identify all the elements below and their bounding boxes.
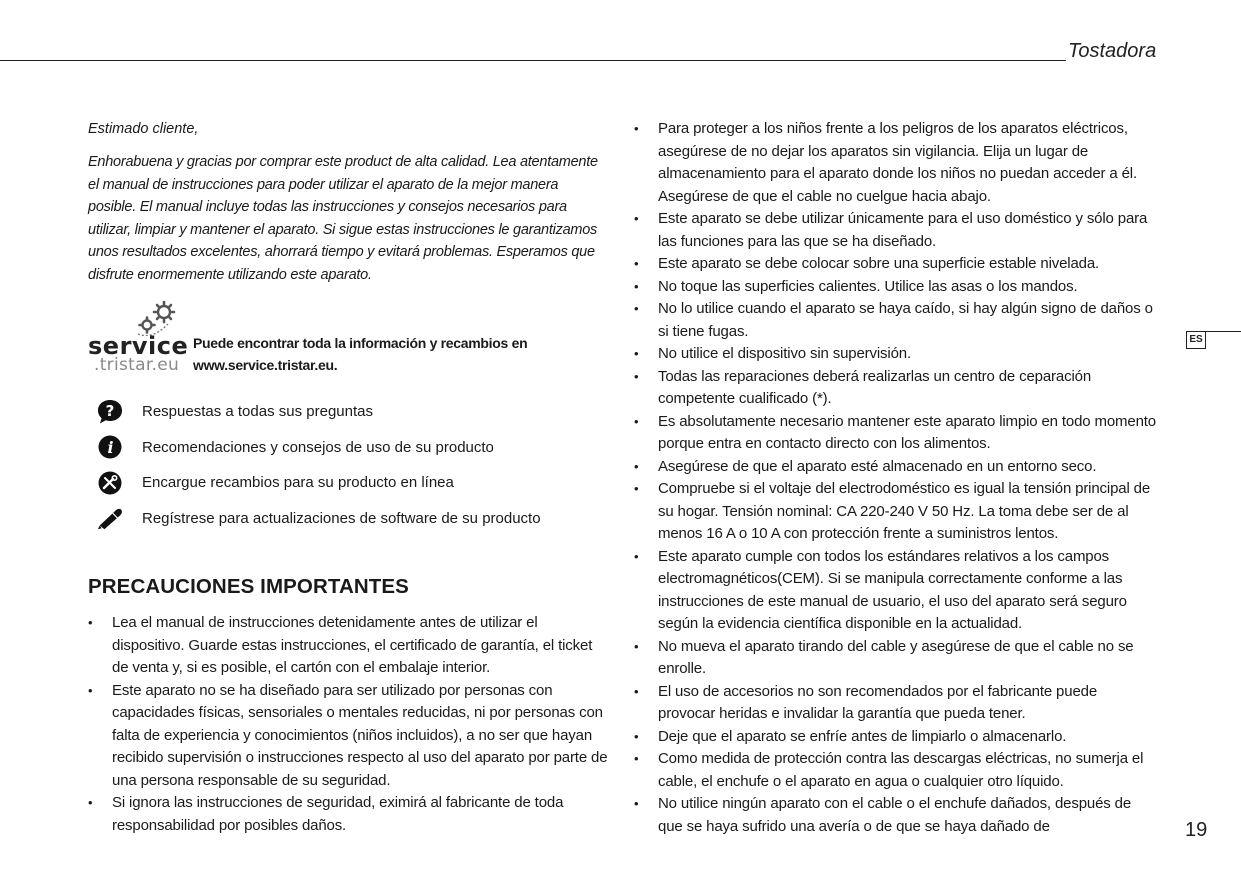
- service-line: Puede encontrar toda la información y recambios en: [193, 335, 528, 351]
- precautions-list-right: [634, 118, 1158, 838]
- feature-label: Encargue recambios para su producto en línea: [142, 474, 454, 492]
- precaution-item: • No toque las superficies calientes. Utilice las asas o los mandos.: [634, 276, 1158, 299]
- pen-icon: [96, 504, 124, 532]
- svg-text:?: ?: [105, 401, 115, 420]
- service-text: [193, 332, 527, 376]
- precaution-item: • Este aparato se debe utilizar únicamente para el uso doméstico y sólo para las funciones para las que se ha diseñado.: [634, 208, 1158, 253]
- precaution-item: • No utilice el dispositivo sin supervisión.: [634, 343, 1158, 366]
- precaution-item: • Compruebe si el voltaje del electrodoméstico es igual la tensión principal de su hogar. Tensión nominal: CA 220-240 V 50 Hz. La toma debe ser de al menos 16 A o 10 A con protección frente a suministros lentos.: [634, 478, 1158, 546]
- language-tab: ES: [1186, 331, 1206, 349]
- intro-paragraph: Enhorabuena y gracias por comprar este product de alta calidad. Lea atentamente el manual de instrucciones para poder utilizar el aparato de la mejor manera posible. El manual incluye todas las instrucciones y consejos necesarios para utilizar, limpiar y mantener el aparato. Si sigue estas instrucciones le garantizamos unos resultados excelentes, ahorrará tiempo y evitará problemas. Esperamos que disfrute enormemente utilizando este aparato.: [88, 154, 598, 283]
- service-logo: [88, 300, 188, 378]
- precaution-item: • Asegúrese de que el aparato esté almacenado en un entorno seco.: [634, 456, 1158, 479]
- gears-icon: [134, 300, 180, 336]
- language-tab-rule: [1205, 331, 1241, 332]
- precaution-item: • El uso de accesorios no son recomendados por el fabricante puede provocar heridas e invalidar la garantía que pueda tener.: [634, 681, 1158, 726]
- svg-text:i: i: [107, 438, 114, 458]
- info-icon: [96, 433, 124, 461]
- question-icon: [96, 398, 124, 426]
- precaution-item: • Lea el manual de instrucciones detenidamente antes de utilizar el dispositivo. Guarde estas instrucciones, el certificado de garantía, el ticket de venta y, si es posible, el cartón con el embalaje interior.: [88, 612, 608, 680]
- section-heading: PRECAUCIONES IMPORTANTES: [88, 575, 409, 598]
- precaution-item: • Este aparato se debe colocar sobre una superficie estable nivelada.: [634, 253, 1158, 276]
- feature-item: [96, 501, 596, 537]
- service-logo-domain: .tristar.eu: [94, 355, 180, 375]
- precaution-item: • Para proteger a los niños frente a los peligros de los aparatos eléctricos, asegúrese de no dejar los aparatos sin vigilancia. Elija un lugar de almacenamiento para el aparato donde los niños no puedan acceder a él. Asegúrese de que el cable no cuelgue hacia abajo.: [634, 118, 1158, 208]
- header-rule: [0, 60, 1066, 61]
- service-url[interactable]: www.service.tristar.eu.: [193, 357, 338, 373]
- precaution-item: • Si ignora las instrucciones de seguridad, eximirá al fabricante de toda responsabilidad por posibles daños.: [88, 792, 608, 837]
- precaution-item: • Este aparato cumple con todos los estándares relativos a los campos electromagnéticos(CEM). Si se manipula correctamente conforme a las instrucciones de este manual de usuario, el uso del aparato será seguro según la evidencia científica disponible en la actualidad.: [634, 546, 1158, 636]
- service-logo-word: service: [88, 332, 189, 360]
- page-number: 19: [1185, 819, 1208, 841]
- service-block: [88, 300, 608, 380]
- feature-label: Respuestas a todas sus preguntas: [142, 403, 373, 421]
- feature-item: [96, 394, 596, 430]
- greeting: Estimado cliente,: [88, 121, 199, 137]
- precaution-item: • Deje que el aparato se enfríe antes de limpiarlo o almacenarlo.: [634, 726, 1158, 749]
- precaution-item: • Todas las reparaciones deberá realizarlas un centro de ceparación competente cualificado (*).: [634, 366, 1158, 411]
- feature-item: [96, 430, 596, 466]
- feature-label: Regístrese para actualizaciones de software de su producto: [142, 509, 541, 527]
- feature-label: Recomendaciones y consejos de uso de su producto: [142, 438, 494, 456]
- precautions-list-left: [88, 612, 608, 837]
- precaution-item: • Este aparato no se ha diseñado para ser utilizado por personas con capacidades físicas, sensoriales o mentales reducidas, ni por personas con falta de experiencia y conocimientos (niños incluidos), a no ser que hayan recibido supervisión o instrucciones respecto al uso del aparato por parte de una persona responsable de su seguridad.: [88, 680, 608, 793]
- precaution-item: • Como medida de protección contra las descargas eléctricas, no sumerja el cable, el enchufe o el aparato en agua o cualquier otro líquido.: [634, 748, 1158, 793]
- feature-list: [96, 394, 596, 536]
- tools-icon: [96, 469, 124, 497]
- feature-item: [96, 465, 596, 501]
- header-title: Tostadora: [1068, 40, 1157, 62]
- intro-section: [88, 118, 608, 287]
- precaution-item: • No utilice ningún aparato con el cable o el enchufe dañados, después de que se haya sufrido una avería o de que se haya dañado de: [634, 793, 1158, 838]
- precaution-item: • No mueva el aparato tirando del cable y asegúrese de que el cable no se enrolle.: [634, 636, 1158, 681]
- precaution-item: • Es absolutamente necesario mantener este aparato limpio en todo momento porque entra en contacto directo con los alimentos.: [634, 411, 1158, 456]
- precaution-item: • No lo utilice cuando el aparato se haya caído, si hay algún signo de daños o si tiene fugas.: [634, 298, 1158, 343]
